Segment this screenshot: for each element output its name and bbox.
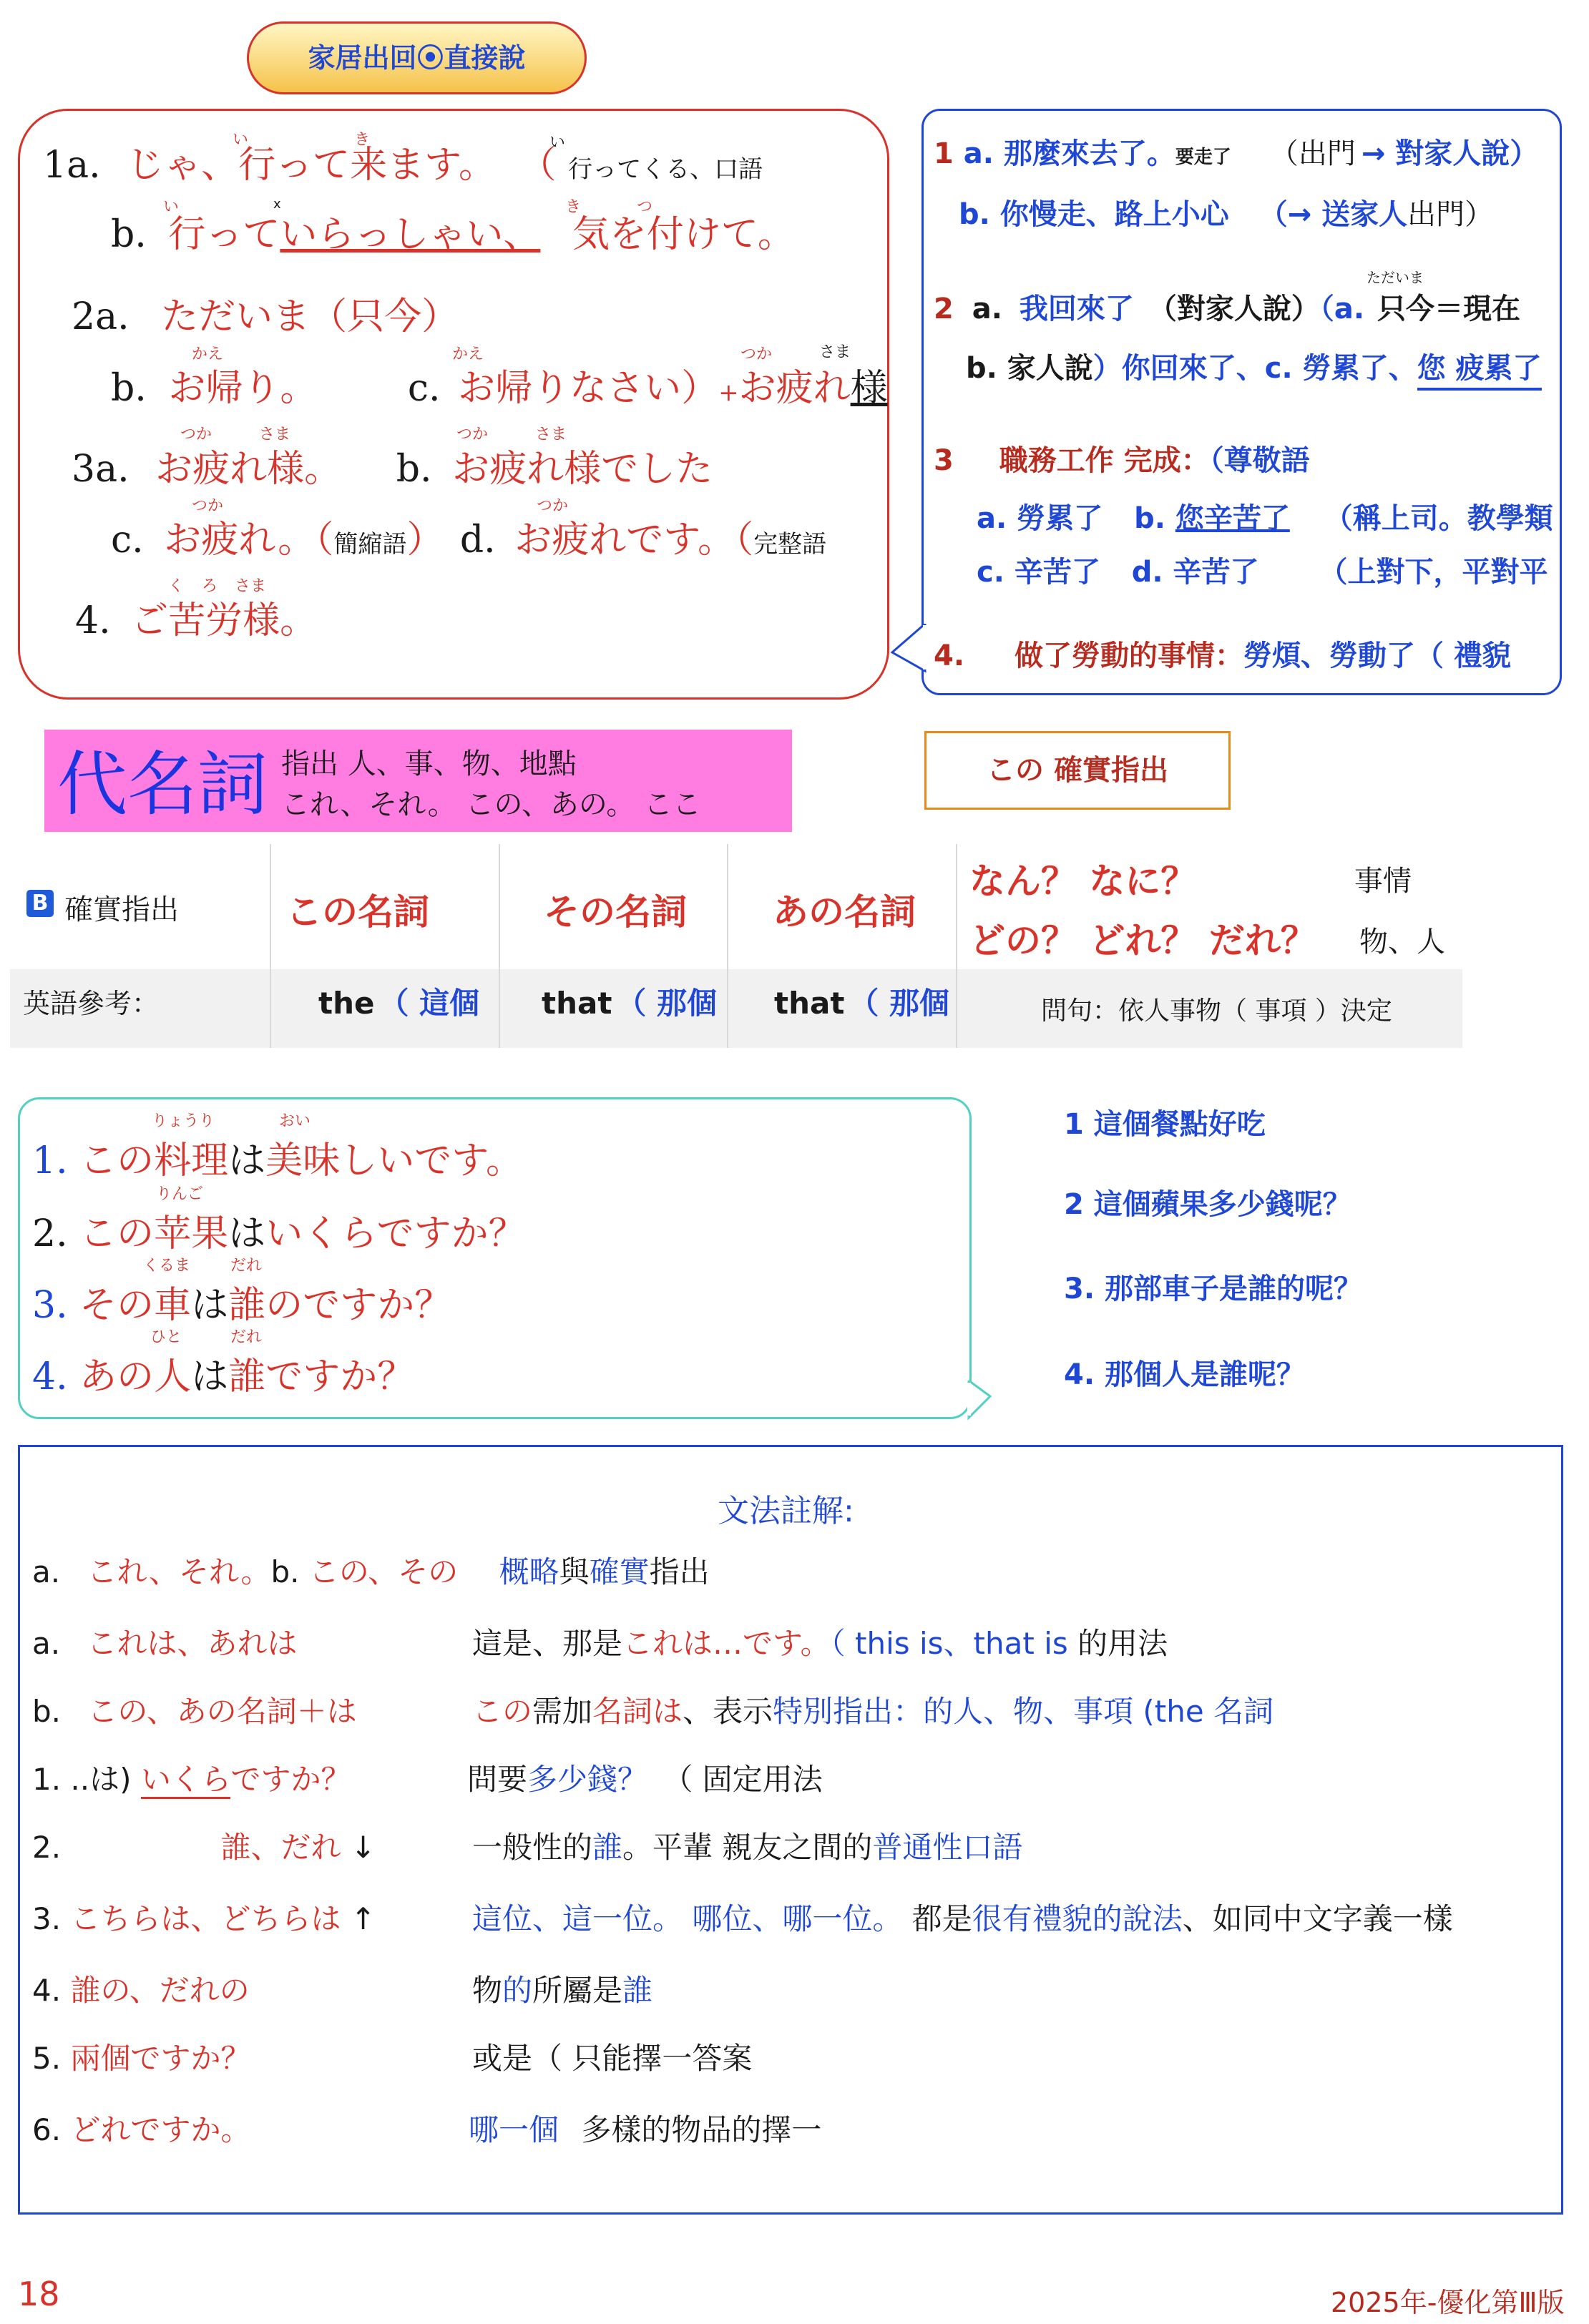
sent-part: ですか？ bbox=[265, 1355, 415, 1398]
greet-text: ご苦労様。 bbox=[131, 599, 318, 642]
table-divider bbox=[956, 844, 957, 1048]
greet-note: 行ってくる、 bbox=[568, 155, 715, 184]
trans-text: 職務工作 完成： bbox=[999, 444, 1210, 477]
g-part: 兩個ですか？ bbox=[70, 2041, 251, 2076]
pronoun-desc-2: これ、それ。 この、あの。 ここ bbox=[281, 788, 702, 821]
trans-line-3 bbox=[934, 438, 1310, 479]
sent-part: は bbox=[228, 1212, 266, 1255]
trans-text: a. 勞累了 bbox=[977, 502, 1103, 535]
grammar-row-3-desc bbox=[467, 1756, 823, 1799]
g-part: b. bbox=[270, 1554, 300, 1589]
grammar-row-6 bbox=[32, 1967, 250, 2010]
ruby: き bbox=[354, 131, 371, 149]
g-part: 與 bbox=[559, 1554, 590, 1589]
grammar-row-5-desc bbox=[472, 1896, 1453, 1938]
sentence-zh-1: 1 這個餐點好吃 bbox=[1064, 1108, 1266, 1141]
ruby: さま bbox=[819, 343, 851, 361]
ruby: かえ bbox=[452, 345, 484, 363]
grammar-row-1-desc bbox=[472, 1620, 1168, 1663]
trans-text: 禮貌 bbox=[1453, 639, 1511, 672]
sent-num: 4. bbox=[32, 1355, 68, 1398]
trans-text: （稱上司。教學類 bbox=[1324, 502, 1553, 535]
g-part: （ 固定用法 bbox=[663, 1762, 823, 1797]
g-part: b. bbox=[32, 1694, 62, 1729]
ruby: くるま bbox=[143, 1257, 191, 1275]
kono-label: この 確實指出 bbox=[987, 754, 1168, 787]
sent-part: 誰 bbox=[228, 1284, 266, 1327]
g-part: 概略 bbox=[499, 1554, 559, 1589]
sent-part: 美味 bbox=[265, 1139, 341, 1182]
greet-text: いらっしゃい、 bbox=[280, 213, 541, 256]
ruby: つ bbox=[637, 198, 653, 216]
ruby: い bbox=[163, 198, 180, 216]
table-en-2 bbox=[542, 980, 717, 1023]
ruby: ひと bbox=[150, 1328, 182, 1346]
sent-part: この bbox=[79, 1139, 155, 1182]
table-divider bbox=[499, 844, 500, 1048]
table-q1-note: 事情 bbox=[1354, 865, 1412, 898]
greet-text: お疲れ様。 bbox=[155, 448, 342, 491]
sent-part: いくらですか？ bbox=[265, 1212, 526, 1255]
arrow-down-icon: ↓ bbox=[350, 1830, 376, 1865]
greet-note: 口語 bbox=[714, 155, 763, 184]
g-part: 指出 bbox=[649, 1554, 710, 1589]
g-part: 哪一個 bbox=[469, 2112, 559, 2147]
ruby: さま bbox=[535, 426, 567, 443]
g-part: 、如同中文字義一樣 bbox=[1182, 1901, 1453, 1936]
ruby: つか bbox=[192, 497, 224, 515]
sent-part: は bbox=[191, 1284, 229, 1327]
table-divider bbox=[270, 844, 271, 1048]
g-part: この、その bbox=[308, 1554, 459, 1589]
sent-part: 誰 bbox=[228, 1355, 266, 1398]
g-part: 這位、這一位。 哪位、哪一位。 bbox=[472, 1901, 903, 1936]
greet-note: 完整語 bbox=[753, 530, 827, 559]
table-q1: なん？ なに？ bbox=[969, 860, 1197, 902]
en-word: the bbox=[318, 986, 375, 1021]
sent-num: 3. bbox=[32, 1284, 68, 1327]
g-part: 這是、那是 bbox=[472, 1626, 623, 1661]
greet-text: 様 bbox=[850, 367, 888, 410]
g-part: 4. bbox=[32, 1973, 62, 2008]
sentence-zh-4: 4. 那個人是誰呢？ bbox=[1064, 1358, 1305, 1391]
grammar-row-1 bbox=[32, 1620, 297, 1663]
trans-text: b. 你慢走、路上小心 bbox=[959, 198, 1229, 231]
greet-text: お疲れ様でした bbox=[452, 448, 713, 491]
trans-text: （對家人說） bbox=[1148, 293, 1320, 325]
greet-text: 行って bbox=[168, 213, 280, 256]
trans-text: ）你回來了、c. 勞累了、 bbox=[1092, 352, 1417, 385]
g-part: 1. ..は) bbox=[32, 1762, 132, 1797]
trans-text: c. 辛苦了 bbox=[977, 556, 1100, 589]
ruby: さま bbox=[235, 577, 267, 595]
greet-num: b. bbox=[111, 213, 147, 256]
greet-text: お疲れです。 bbox=[514, 519, 735, 562]
trans-text: 您 疲累了 bbox=[1417, 352, 1542, 391]
trans-num: 4. bbox=[934, 639, 965, 672]
greet-num: 4. bbox=[75, 599, 111, 642]
greet-num: d. bbox=[459, 519, 496, 562]
sent-part: しいです。 bbox=[340, 1139, 524, 1182]
trans-text: a. 那麼來去了。 bbox=[963, 137, 1175, 170]
g-part: 物 bbox=[472, 1973, 503, 2008]
trans-text: → 對家人說） bbox=[1361, 137, 1539, 170]
table-col-kono: この名詞 bbox=[286, 891, 429, 933]
greet-note: 簡縮語 bbox=[333, 530, 407, 559]
ruby: い bbox=[233, 131, 249, 149]
pronoun-heading: 代名詞 bbox=[57, 744, 268, 825]
trans-text: （尊敬語 bbox=[1209, 444, 1310, 477]
table-col-sono: その名詞 bbox=[544, 891, 687, 933]
ruby: ろ bbox=[202, 577, 218, 595]
table-en-4: 問句：依人事物（ 事項 ）決定 bbox=[1041, 996, 1392, 1026]
g-part: 多少錢？ bbox=[527, 1762, 648, 1797]
ruby: つか bbox=[740, 345, 773, 363]
trans-line-3cd bbox=[977, 549, 1548, 590]
g-part: 、表示 bbox=[683, 1694, 773, 1729]
en-zh: （ 那個 bbox=[616, 986, 718, 1021]
g-part: a. bbox=[32, 1626, 61, 1661]
b-badge-icon: B bbox=[26, 890, 54, 917]
g-part: 一般性的 bbox=[472, 1830, 593, 1865]
g-part: 很有禮貌的說法 bbox=[972, 1901, 1183, 1936]
g-part: ですか？ bbox=[230, 1762, 351, 1797]
greet-num: 3a. bbox=[72, 448, 129, 491]
g-part: これは…です。 bbox=[622, 1626, 831, 1661]
ruby: く bbox=[168, 577, 185, 595]
greet-line-4 bbox=[75, 590, 317, 644]
grammar-row-3 bbox=[32, 1756, 351, 1799]
trans-text: 做了勞動的事情： bbox=[1014, 639, 1243, 672]
ruby: つか bbox=[180, 426, 212, 443]
g-part: 的用法 bbox=[1077, 1626, 1168, 1661]
example-sentence-4 bbox=[32, 1346, 414, 1400]
sent-part: 苹果 bbox=[154, 1212, 229, 1255]
ruby: き bbox=[565, 198, 582, 216]
sent-part: は bbox=[191, 1355, 229, 1398]
table-en-3 bbox=[774, 980, 949, 1023]
title-pill bbox=[247, 21, 587, 94]
en-zh: （ 那個 bbox=[849, 986, 950, 1021]
mark-x: x bbox=[273, 197, 281, 212]
table-divider bbox=[727, 844, 728, 1048]
sentence-zh-2: 2 這個蘋果多少錢呢？ bbox=[1064, 1188, 1351, 1221]
g-part: この、あの名詞＋は bbox=[87, 1694, 357, 1729]
g-part: （ this is、that is bbox=[830, 1626, 1068, 1661]
table-q2-note: 物、人 bbox=[1359, 926, 1445, 958]
en-word: that bbox=[774, 986, 845, 1021]
g-part: 需加 bbox=[532, 1694, 593, 1729]
sent-part: 人 bbox=[154, 1355, 192, 1398]
grammar-row-8-desc bbox=[469, 2107, 821, 2149]
g-part: 誰 bbox=[622, 1973, 653, 2008]
greet-text: お疲れ。 bbox=[164, 519, 316, 562]
g-part: 名詞は bbox=[592, 1694, 683, 1729]
g-part: 5. bbox=[32, 2041, 62, 2076]
ruby: りょうり bbox=[152, 1112, 215, 1130]
table-en-1 bbox=[318, 980, 479, 1023]
sent-part: のですか？ bbox=[265, 1284, 452, 1327]
trans-small: 要走了 bbox=[1175, 147, 1231, 168]
pronoun-desc-1: 指出 人、事、物、地點 bbox=[281, 747, 577, 780]
g-part: 誰の、だれの bbox=[70, 1973, 250, 2008]
sent-part: は bbox=[228, 1139, 266, 1182]
example-sentence-1 bbox=[32, 1130, 523, 1184]
trans-text: a. bbox=[972, 293, 1002, 325]
grammar-row-2-desc bbox=[472, 1688, 1273, 1731]
greet-num: b. bbox=[396, 448, 432, 491]
g-part: 2. bbox=[32, 1830, 62, 1865]
trans-text: 出門） bbox=[1407, 198, 1494, 231]
g-part: 所屬是 bbox=[532, 1973, 623, 2008]
grammar-row-4-desc bbox=[472, 1824, 1022, 1867]
ruby: かえ bbox=[192, 345, 224, 363]
grammar-row-0 bbox=[32, 1549, 710, 1592]
g-part: 的 bbox=[502, 1973, 533, 2008]
trans-text: （a. bbox=[1319, 293, 1365, 325]
trans-line-2a bbox=[934, 286, 1520, 327]
edition-label: 2025年-優化第Ⅲ版 bbox=[1331, 2287, 1565, 2318]
ruby: りんご bbox=[156, 1185, 204, 1203]
greet-num: 2a. bbox=[72, 295, 129, 338]
en-word: that bbox=[542, 986, 612, 1021]
grammar-row-6-desc bbox=[472, 1967, 652, 2010]
greet-line-3cd: c. お疲れ。（簡縮語） d. お疲れです。（完整語 bbox=[111, 519, 827, 562]
grammar-row-7 bbox=[32, 2035, 250, 2078]
g-part: これ、それ。 bbox=[87, 1554, 271, 1589]
g-part: この bbox=[472, 1694, 533, 1729]
g-part: 普通性口語 bbox=[872, 1830, 1023, 1865]
trans-text: （上對下，平對平 bbox=[1319, 556, 1548, 589]
arrow-up-icon: ↑ bbox=[350, 1901, 376, 1936]
g-part: 6. bbox=[32, 2112, 62, 2147]
g-part: 誰 bbox=[592, 1830, 623, 1865]
greet-text: お疲れ bbox=[738, 367, 851, 410]
greet-line-2bc bbox=[111, 358, 888, 411]
trans-num: 3 bbox=[934, 444, 954, 477]
ruby: おい bbox=[279, 1112, 311, 1130]
greet-line-2a bbox=[72, 286, 459, 340]
g-part: 3. bbox=[32, 1901, 62, 1936]
g-part: 誰、だれ bbox=[220, 1830, 341, 1865]
grammar-row-2 bbox=[32, 1688, 357, 1731]
sent-part: この bbox=[79, 1212, 155, 1255]
greet-num: 1a. bbox=[43, 144, 101, 187]
ruby: い bbox=[549, 134, 566, 152]
table-row2-label: 英語參考： bbox=[23, 988, 160, 1019]
greet-line-1a bbox=[43, 134, 763, 188]
trans-text: d. 辛苦了 bbox=[1131, 556, 1259, 589]
plus: + bbox=[718, 378, 739, 407]
table-col-ano: あの名詞 bbox=[773, 891, 916, 933]
sent-num: 2. bbox=[32, 1212, 68, 1255]
sent-part: 料理 bbox=[154, 1139, 229, 1182]
greet-num: c. bbox=[407, 367, 441, 410]
trans-line-2b bbox=[966, 345, 1542, 386]
g-part: 確實 bbox=[589, 1554, 650, 1589]
trans-line-3ab bbox=[977, 496, 1553, 536]
greet-text: お帰り。 bbox=[168, 367, 318, 410]
trans-line-1b bbox=[959, 192, 1493, 232]
ruby: だれ bbox=[230, 1257, 263, 1275]
grammar-row-8 bbox=[32, 2107, 250, 2149]
g-part: 問要 bbox=[467, 1762, 528, 1797]
paren: （ bbox=[519, 144, 557, 187]
table-row1-label: 確實指出 bbox=[64, 893, 179, 926]
ruby: だれ bbox=[230, 1328, 263, 1346]
g-part: a. bbox=[32, 1554, 61, 1589]
greet-line-1b bbox=[111, 204, 795, 258]
ruby: つか bbox=[456, 426, 489, 443]
greet-num: b. bbox=[111, 367, 147, 410]
trans-text: 只今＝現在 bbox=[1377, 293, 1520, 325]
g-part: 特別指出：的人、物、事項 (the 名詞 bbox=[773, 1694, 1274, 1729]
table-q2: どの？ どれ？ だれ？ bbox=[969, 919, 1316, 961]
ruby: つか bbox=[537, 497, 569, 515]
trans-text: 我回來了 bbox=[1019, 293, 1134, 325]
greet-num: c. bbox=[111, 519, 144, 562]
greet-text: じゃ、行って来ます。 bbox=[127, 144, 496, 187]
grammar-row-4 bbox=[32, 1824, 376, 1867]
en-zh: （ 這個 bbox=[378, 986, 480, 1021]
page-title: 家居出回⦿直接說 bbox=[308, 42, 526, 74]
speech-pointer bbox=[891, 624, 926, 674]
trans-paren: （出門 bbox=[1269, 137, 1356, 170]
trans-text: 勞煩、勞動了（ bbox=[1243, 639, 1444, 672]
sent-part: あの bbox=[79, 1355, 155, 1398]
sent-part: その bbox=[79, 1284, 155, 1327]
ruby: さま bbox=[259, 426, 291, 443]
speech-pointer bbox=[967, 1381, 993, 1421]
grammar-row-5 bbox=[32, 1896, 376, 1938]
g-part: これは、あれは bbox=[87, 1626, 298, 1661]
trans-num: 2 bbox=[934, 293, 954, 325]
greet-text: ただいま（只今） bbox=[161, 295, 459, 338]
sent-num: 1. bbox=[32, 1139, 68, 1182]
g-part: こちらは、どちらは bbox=[70, 1901, 341, 1936]
greet-line-3ab bbox=[72, 438, 713, 492]
sentence-zh-3: 3. 那部車子是誰的呢？ bbox=[1064, 1273, 1362, 1305]
ruby: ただいま bbox=[1366, 269, 1424, 286]
sent-part: 車 bbox=[154, 1284, 192, 1327]
grammar-title: 文法註解: bbox=[718, 1493, 854, 1529]
trans-text: （→ 送家人 bbox=[1258, 198, 1408, 231]
kono-label-box bbox=[924, 731, 1231, 810]
page-number: 18 bbox=[18, 2275, 60, 2313]
trans-line-1a bbox=[934, 131, 1538, 172]
trans-line-4 bbox=[934, 633, 1511, 674]
g-part: いくら bbox=[141, 1762, 231, 1799]
trans-num: 1 bbox=[934, 137, 954, 170]
g-part: 多樣的物品的擇一 bbox=[581, 2112, 822, 2147]
g-part: 都是 bbox=[911, 1901, 972, 1936]
greet-text: お帰りなさい） bbox=[458, 367, 719, 410]
example-sentence-2 bbox=[32, 1203, 526, 1257]
trans-text: b. 家人說 bbox=[966, 352, 1093, 385]
greet-text: 気を付けて。 bbox=[572, 213, 795, 256]
g-part: 。平輩 親友之間的 bbox=[622, 1830, 873, 1865]
g-part: どれですか。 bbox=[70, 2112, 251, 2147]
grammar-row-7-desc: 或是（ 只能擇一答案 bbox=[472, 2041, 753, 2076]
example-sentence-3 bbox=[32, 1275, 451, 1328]
trans-text: 您辛苦了 bbox=[1175, 502, 1290, 535]
trans-text: b. bbox=[1134, 502, 1165, 535]
